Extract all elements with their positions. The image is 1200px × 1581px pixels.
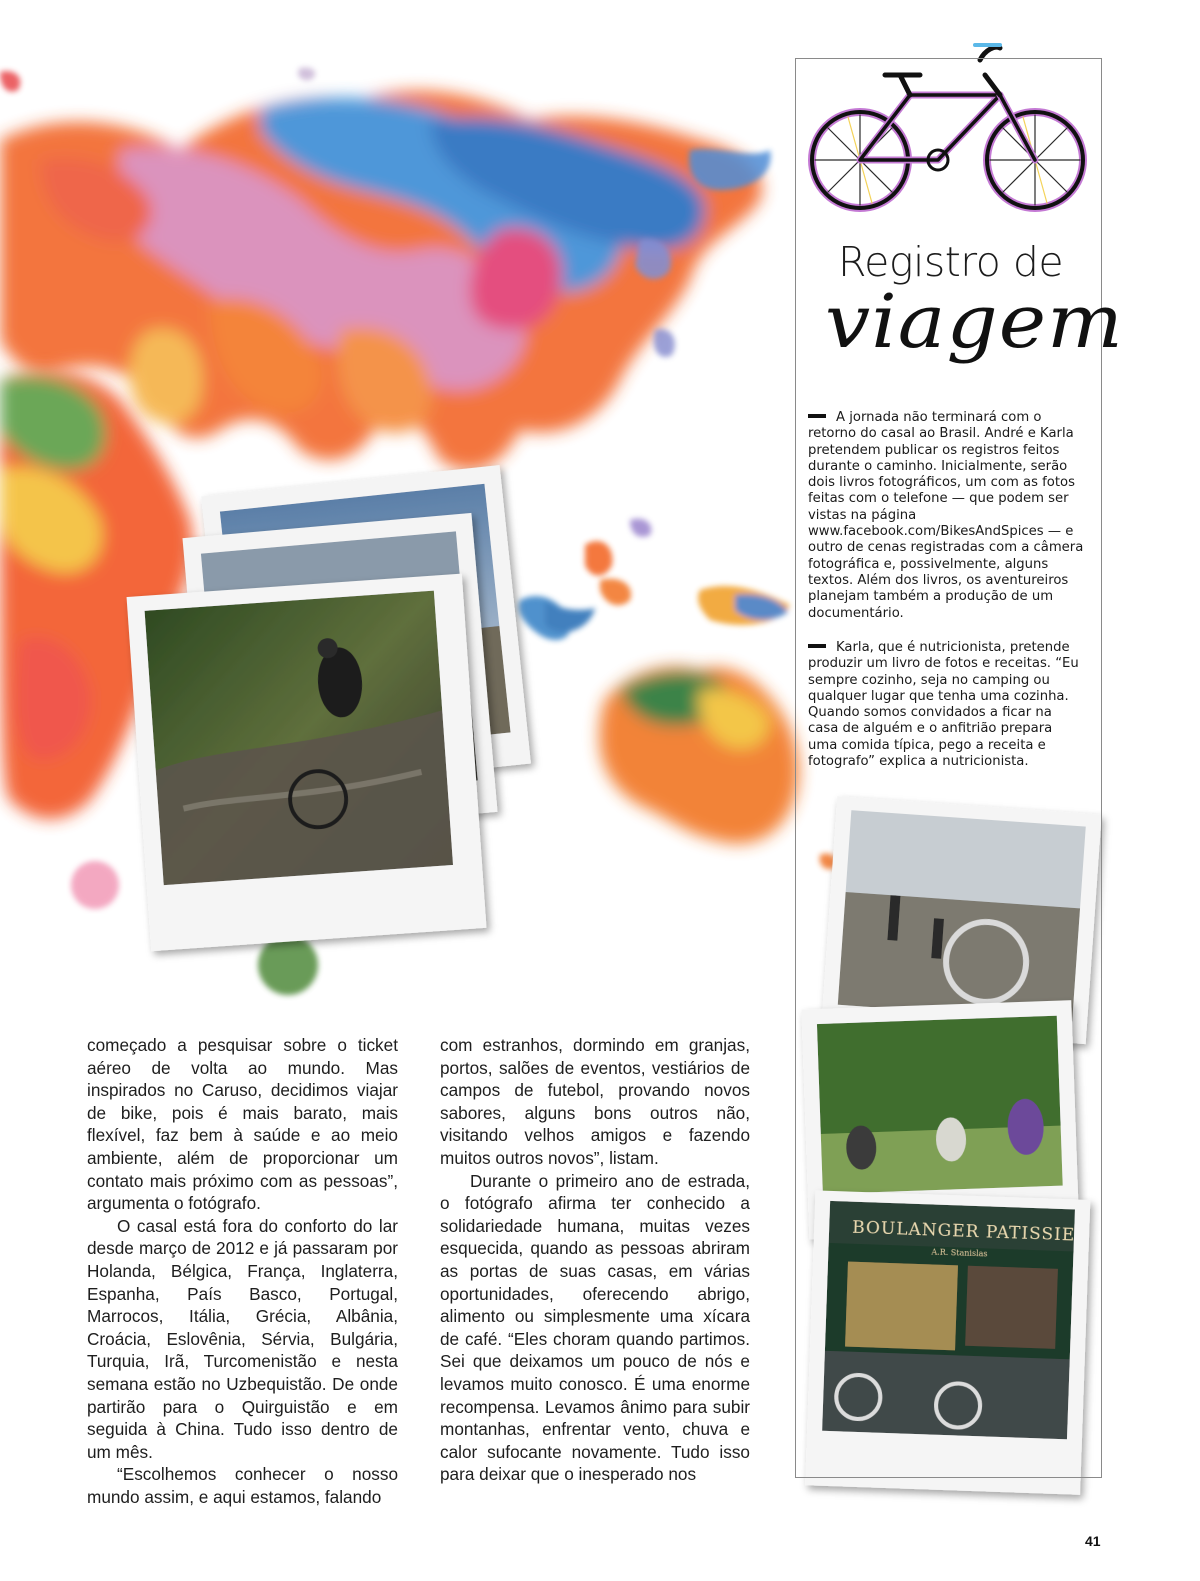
paragraph: com estranhos, dormindo em granjas, portos, salões de eventos, vestiários de campos de futebol, provando novos sabores, alguns bons outros não, visitando velhos amigos e fazendo muitos outros novos”, listam. xyxy=(440,1035,750,1168)
sidebar-paragraph-1 xyxy=(808,410,1084,622)
polaroid-stack-left xyxy=(127,465,531,951)
paragraph: O casal está fora do conforto do lar desde março de 2012 e já passaram por Holanda, Bélgica, França, Inglaterra, Espanha, País Basco, Portugal, Marrocos, Itália, Grécia, Albânia, Croácia, Eslovênia, Sérvia, Bulgária, Turquia, Irã, Turcomenistão e nesta semana estão no Uzbequistão. De onde partirão para o Quirguistão e em seguida à China. Tudo isso dentro de um mês. xyxy=(87,1215,398,1462)
article-column-left xyxy=(87,1034,398,1508)
sidebar-title-script: viagem xyxy=(825,278,1124,365)
paragraph: Durante o primeiro ano de estrada, o fotógrafo afirma ter conhecido a solidariedade humana, muitas vezes esquecida, quando as pessoas abriram as portas de suas casas, em várias oportunidades, oferecendo abrigo, alimento ou simplesmente uma xícara de café. “Eles choram quando partimos. Sei que deixamos um pouco de nós e levamos muito conosco. É uma enorme recompensa. Levamos ânimo para subir montanhas, enfrentar vento, chuva e calor sufocante novamente. Tudo isso para deixar que o inesperado nos xyxy=(440,1170,750,1485)
sidebar-text: Karla, que é nutricionista, pretende produzir um livro de fotos e receitas. “Eu sempre cozinho, seja no camping ou qualquer lugar que tenha uma cozinha. Quando somos convidados a ficar na casa de alguém e o anfitrião prepara uma comida típica, pego a receita e fotografo” explica a nutricionista. xyxy=(808,640,1079,770)
photo-sign-text: BOULANGER PATISSIE xyxy=(851,1217,1076,1246)
sidebar-paragraph-2 xyxy=(808,640,1084,770)
dash-bullet-icon xyxy=(808,414,826,418)
sidebar-title: Registro de xyxy=(838,238,1064,286)
sidebar-text: A jornada não terminará com o retorno do casal ao Brasil. André e Karla pretendem publicar os registros feitos durante o caminho. Inicialmente, serão dois livros fotográficos, um com as fotos feitas com o telefone — que podem ser vistas na página www.facebook.com/BikesAndSpices — e outro de cenas registradas com a câmera fotográfica e, possivelmente, alguns textos. Além dos livros, os aventureiros planejam também a produção de um documentário. xyxy=(808,410,1084,621)
paragraph: “Escolhemos conhecer o nosso mundo assim, e aqui estamos, falando xyxy=(87,1464,398,1507)
dash-bullet-icon xyxy=(808,644,826,648)
paragraph: começado a pesquisar sobre o ticket aéreo de volta ao mundo. Mas inspirados no Caruso, decidimos viajar de bike, pois é mais barato, mais flexível, faz bem à saúde e ao meio ambiente, além de proporcionar um contato mais próximo com as pessoas”, argumenta o fotógrafo. xyxy=(87,1035,398,1214)
article-column-right xyxy=(440,1034,750,1486)
photo-sign-subtext: A.R. Stanislas xyxy=(931,1247,988,1259)
page-number: 41 xyxy=(1085,1533,1101,1549)
